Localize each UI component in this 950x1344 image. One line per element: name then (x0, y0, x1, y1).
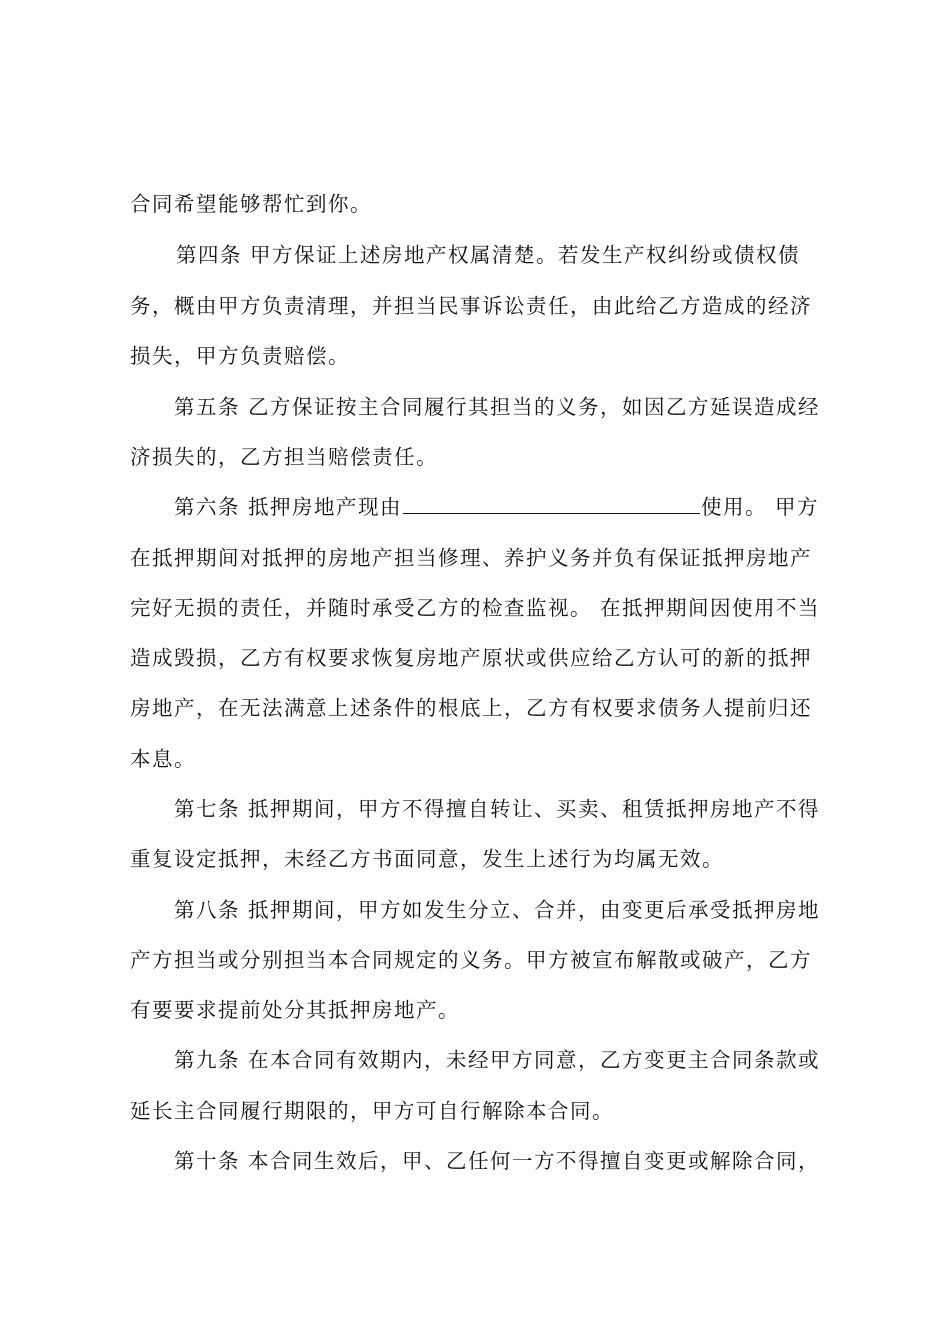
article-8-line-3: 有要要求提前处分其抵押房地产。 (130, 998, 460, 1022)
article-6-lead: 第六条 抵押房地产现由 (174, 495, 403, 519)
article-6-tail: 使用。 甲方 (701, 495, 820, 519)
article-10-line-1: 第十条 本合同生效后，甲、乙任何一方不得擅自变更或解除合同， (174, 1149, 821, 1173)
article-8-line-1: 第八条 抵押期间，甲方如发生分立、合并，由变更后承受抵押房地 (174, 898, 821, 922)
article-6-line-4: 造成毁损，乙方有权要求恢复房地产原状或供应给乙方认可的新的抵押 (130, 646, 812, 670)
article-9-line-2: 延长主合同履行期限的，甲方可自行解除本合同。 (130, 1099, 614, 1123)
article-6-line-2: 在抵押期间对抵押的房地产担当修理、养护义务并负有保证抵押房地产 (130, 546, 812, 570)
article-9-line-1: 第九条 在本合同有效期内，未经甲方同意，乙方变更主合同条款或 (174, 1048, 821, 1072)
article-7-line-2: 重复设定抵押，未经乙方书面同意，发生上述行为均属无效。 (130, 847, 724, 871)
article-4-line-2: 务，概由甲方负责清理，并担当民事诉讼责任，由此给乙方造成的经济 (130, 294, 812, 318)
article-5-line-1: 第五条 乙方保证按主合同履行其担当的义务，如因乙方延误造成经 (174, 395, 821, 419)
article-7-line-1: 第七条 抵押期间，甲方不得擅自转让、买卖、租赁抵押房地产不得 (174, 797, 821, 821)
article-6-line-6: 本息。 (130, 747, 196, 771)
user-blank-field (403, 493, 700, 514)
article-4-line-3: 损失，甲方负责赔偿。 (130, 344, 350, 368)
article-6-line-3: 完好无损的责任，并随时承受乙方的检查监视。 在抵押期间因使用不当 (130, 596, 821, 620)
text-line-1: 合同希望能够帮忙到你。 (130, 192, 372, 216)
article-6-line-5: 房地产，在无法满意上述条件的根底上，乙方有权要求债务人提前归还 (130, 696, 812, 720)
article-6-line-1 (174, 493, 819, 521)
article-5-line-2: 济损失的，乙方担当赔偿责任。 (130, 445, 438, 469)
article-4-line-1: 第四条 甲方保证上述房地产权属清楚。若发生产权纠纷或债权债 (176, 243, 801, 267)
article-8-line-2: 产方担当或分别担当本合同规定的义务。甲方被宣布解散或破产，乙方 (130, 948, 812, 972)
